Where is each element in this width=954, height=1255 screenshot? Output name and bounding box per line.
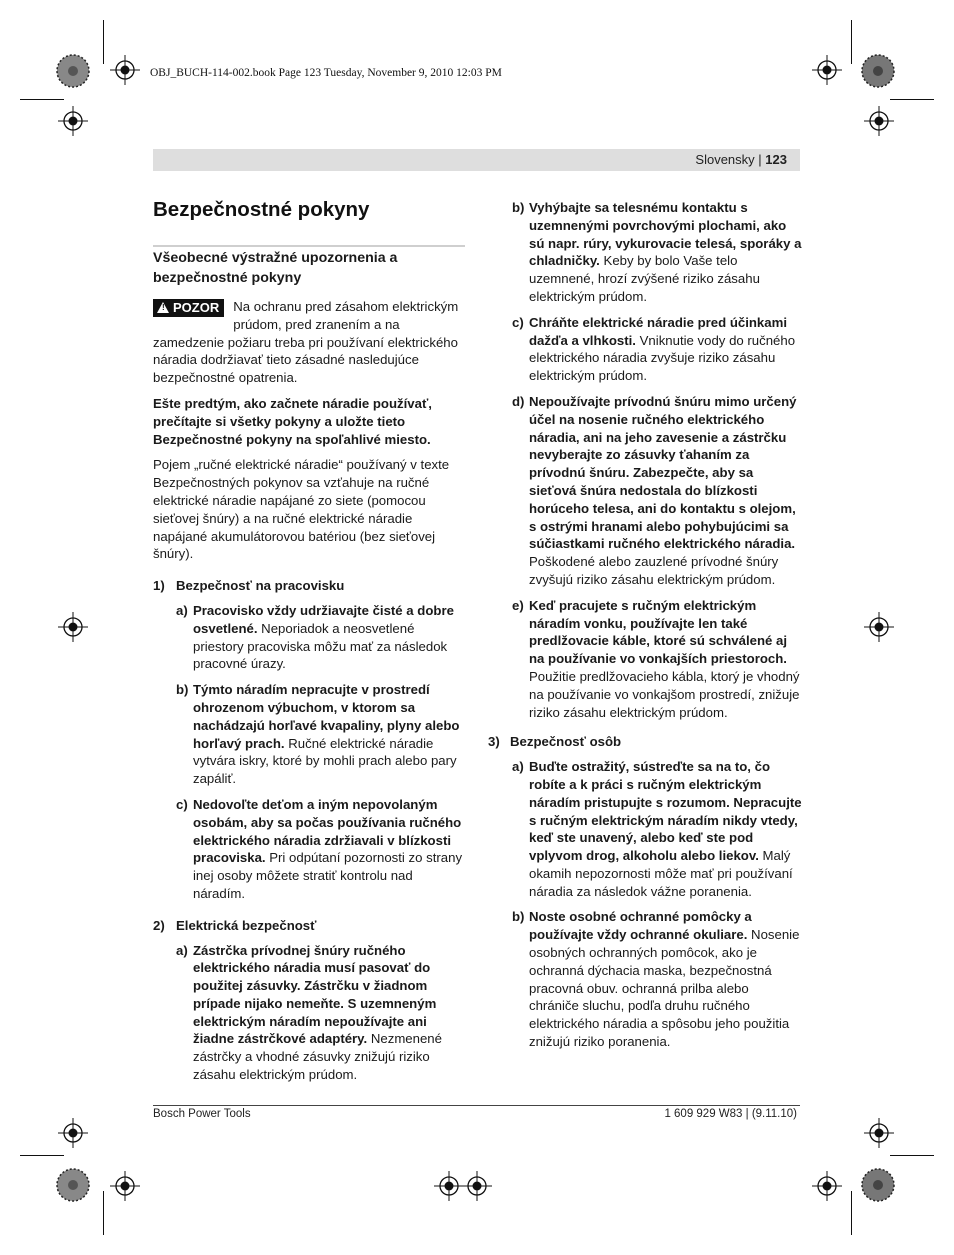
- registration-mark-icon: [58, 106, 88, 136]
- intro-text: Pojem „ručné elektrické náradie“ používaný v texte Bezpečnostných pokynov sa vzťahuje na ručné elektrické náradie napájané zo siete (pomocou sieťovej šnúry) a na ručné elektrické náradie napájané akumulátorovou batériou (bez sieťovej šnúry).: [153, 457, 450, 562]
- crop-line: [890, 1155, 934, 1156]
- subheading: Všeobecné výstražné upozornenia a bezpečnostné pokyny: [153, 250, 398, 286]
- item-bold: Pracovisko vždy udržiavajte čisté a dobre osvetlené.: [193, 602, 454, 636]
- item-bold: Nedovoľte deťom a iným nepovolaným osobám, aby sa počas používania ručného elektrického náradia zdržiavali v blízkosti pracoviska.: [193, 796, 462, 866]
- list-item: [512, 758, 802, 900]
- list-item: [176, 602, 465, 673]
- section-title: Bezpečnosť na pracovisku: [176, 578, 345, 594]
- item-bold: Týmto náradím nepracujte v prostredí ohrozenom výbuchom, v ktorom sa nachádzajú horľavé kvapaliny, plyny alebo horľavý prach.: [193, 682, 460, 751]
- header-separator: |: [758, 152, 762, 167]
- item-label: c): [176, 796, 188, 812]
- section-title: Bezpečnosť osôb: [510, 734, 622, 750]
- page-number: 123: [765, 152, 787, 167]
- item-bold: Nepoužívajte prívodnú šnúru mimo určený účel na nosenie ručného elektrického náradia, ani na jeho zavesenie a zástrčku nevyberajte zo zásuvky ťahaním za prívodnú šnúru. Zabezpečte, aby sa sieťová šnúra nedostala do blízkosti horúceho telesa, ani do kontaktu s olejom, s ostrými hranami alebo pohybujúcimi sa súčiastkami ručného elektrického náradia.: [529, 393, 797, 552]
- item-text: Neporiadok a neosvetlené priestory pracoviska môžu mať za následok pracovné úrazy.: [193, 620, 448, 672]
- warning-block: [153, 298, 465, 387]
- item-text: Nezmenené zástrčky a vhodné zásuvky znižujú riziko zásahu elektrickým prúdom.: [193, 1031, 442, 1083]
- item-text: Keby by bolo Vaše telo uzemnené, hrozí zvýšené riziko zásahu elektrickým prúdom.: [529, 253, 760, 304]
- crop-line: [103, 20, 104, 64]
- crop-line: [20, 99, 64, 100]
- list-item: [176, 796, 465, 903]
- right-column: [488, 199, 802, 1059]
- list-item: [512, 199, 802, 306]
- item-label: b): [176, 682, 189, 698]
- item-text: Ručné elektrické náradie vytvára iskry, ktoré by mohli prach alebo pary zapáliť.: [193, 735, 457, 787]
- item-bold: Zástrčka prívodnej šnúry ručného elektrického náradia musí pasovať do použitej zásuvky. Zástrčku v žiadnom prípade nijako nemeňte. S uzemneným elektrickým náradím nepoužívajte ani žiadne zástrčkové adaptéry.: [193, 942, 437, 1047]
- registration-mark-icon: [812, 1171, 842, 1201]
- section-heading: [153, 917, 465, 935]
- intro-bold: Ešte predtým, ako začnete náradie používať, prečítajte si všetky pokyny a uložte tieto Bezpečnostné pokyny na spoľahlivé miesto.: [153, 395, 432, 447]
- item-text: Nosenie osobných ochranných pomôcok, ako je ochranná dýchacia maska, bezpečnostná pracovná obuv. ochranná prilba alebo chrániče sluchu, podľa druhu ručného elektrického náradia a spôsobu jeho použitia znižujú riziko poranenia.: [529, 927, 800, 1050]
- page-header: [153, 149, 800, 171]
- registration-mark-icon: [864, 612, 894, 642]
- header-language: Slovensky: [695, 152, 755, 167]
- item-text: Pri odpútaní pozornosti zo strany inej osoby môžete stratiť kontrolu nad náradím.: [193, 850, 463, 901]
- item-label: b): [512, 909, 525, 925]
- item-bold: Keď pracujete s ručným elektrickým náradím vonku, používajte len také predlžovacie káble, ktoré sú schválené aj na používanie vo vonkajších priestoroch.: [529, 597, 788, 667]
- section-heading: [488, 733, 802, 751]
- density-target-icon: [56, 1168, 90, 1202]
- registration-mark-icon: [110, 55, 140, 85]
- warning-triangle-icon: !: [157, 302, 169, 313]
- section-number: 1): [153, 578, 165, 594]
- density-target-icon: [861, 1168, 895, 1202]
- item-text: Malý okamih nepozornosti môže mať pri používaní náradia za následok vážne poranenia.: [529, 848, 793, 899]
- item-label: c): [512, 314, 524, 330]
- footer-publisher: Bosch Power Tools: [153, 1108, 251, 1120]
- registration-mark-icon: [434, 1171, 464, 1201]
- item-label: a): [512, 759, 524, 775]
- crop-line: [851, 20, 852, 64]
- item-bold: Chráňte elektrické náradie pred účinkami dažďa a vlhkosti.: [529, 314, 787, 348]
- list-item: [512, 314, 802, 385]
- item-text: Poškodené alebo zauzlené prívodné šnúry zvyšujú riziko zásahu elektrickým prúdom.: [529, 554, 779, 587]
- warning-badge: [153, 299, 224, 317]
- header-text: [695, 152, 787, 167]
- item-text: Vniknutie vody do ručného elektrického náradia zvyšuje riziko zásahu elektrickým prúdom.: [529, 332, 796, 384]
- item-label: b): [512, 200, 525, 215]
- item-bold: Noste osobné ochranné pomôcky a používajte vždy ochranné okuliare.: [529, 909, 752, 943]
- warning-text: Na ochranu pred zásahom elektrickým prúdom, pred zranením a na zamedzenie požiaru treba pri používaní elektrického náradia dodržiavať tieto zásadné nasledujúce bezpečnostné opatrenia.: [153, 299, 459, 386]
- registration-mark-icon: [58, 612, 88, 642]
- section-heading: [153, 577, 465, 595]
- registration-mark-icon: [864, 106, 894, 136]
- density-target-icon: [861, 54, 895, 88]
- list-item: [176, 681, 465, 788]
- section-number: 2): [153, 917, 165, 933]
- page-title: Bezpečnostné pokyny: [153, 198, 370, 221]
- list-item: [176, 942, 465, 1084]
- item-bold: Buďte ostražitý, sústreďte sa na to, čo robíte a k práci s ručným elektrickým náradím pristupujte s rozumom. Nepracujte s ručným elektrickým náradím nikdy vtedy, keď ste unavený, alebo keď ste pod vplyvom drog, alkoholu alebo liekov.: [529, 759, 802, 864]
- item-label: a): [176, 942, 188, 958]
- item-bold: Vyhýbajte sa telesnému kontaktu s uzemnenými povrchovými plochami, ako sú napr. rúry, vykurovacie telesá, sporáky a chladničky.: [529, 200, 802, 269]
- list-item: [512, 393, 802, 589]
- subheading-rule: [153, 245, 465, 247]
- item-label: d): [512, 393, 525, 409]
- density-target-icon: [56, 54, 90, 88]
- list-item: [512, 908, 802, 1050]
- registration-mark-icon: [812, 55, 842, 85]
- footer-rule: [153, 1105, 800, 1106]
- section-title: Elektrická bezpečnosť: [176, 917, 317, 933]
- registration-mark-icon: [110, 1171, 140, 1201]
- footer-doc-number: 1 609 929 W83 | (9.11.10): [664, 1108, 797, 1120]
- registration-mark-icon: [864, 1118, 894, 1148]
- crop-line: [103, 1191, 104, 1235]
- registration-mark-icon: [462, 1171, 492, 1201]
- list-item: [512, 597, 802, 722]
- crop-line: [890, 99, 934, 100]
- item-label: e): [512, 597, 524, 613]
- item-label: a): [176, 602, 188, 618]
- item-text: Použitie predlžovacieho kábla, ktorý je vhodný na používanie vo vonkajšom prostredí, znižuje riziko zásahu elektrickým prúdom.: [529, 668, 800, 720]
- book-file-info: OBJ_BUCH-114-002.book Page 123 Tuesday, November 9, 2010 12:03 PM: [150, 67, 502, 79]
- crop-line: [851, 1191, 852, 1235]
- registration-mark-icon: [58, 1118, 88, 1148]
- section-number: 3): [488, 734, 500, 750]
- warning-badge-label: POZOR: [173, 300, 220, 315]
- left-column: [153, 197, 465, 1092]
- crop-line: [20, 1155, 64, 1156]
